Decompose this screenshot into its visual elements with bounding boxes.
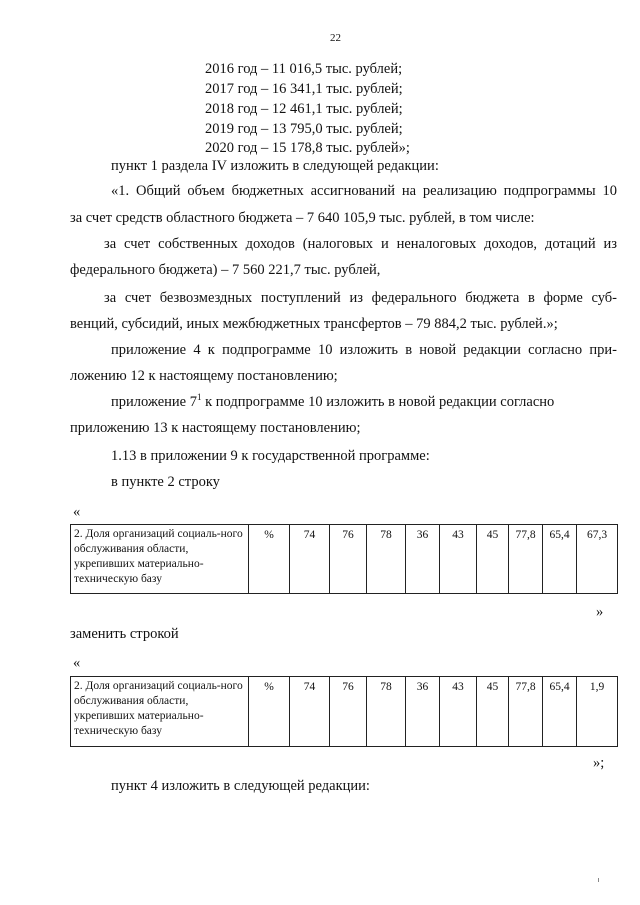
value-cell: 67,3 [577,525,618,594]
value-cell: 45 [477,677,509,747]
table-row [71,525,618,594]
paragraph-federal-line-2: венций, субсидий, иных межбюджетных трансфертов – 79 884,2 тыс. рублей.»; [70,316,558,332]
budget-year-line: 2017 год – 16 341,1 тыс. рублей; [205,81,403,97]
value-cell: 65,4 [543,677,577,747]
open-quote: « [73,504,81,520]
budget-year-line: 2018 год – 12 461,1 тыс. рублей; [205,101,403,117]
value-cell: 77,8 [509,677,543,747]
old-indicator-row-table [70,524,618,594]
table-row [71,677,618,747]
replace-with-row-text: заменить строкой [70,626,179,642]
paragraph-point-4: пункт 4 изложить в следующей редакции: [111,778,370,794]
new-indicator-row-table [70,676,618,747]
appendix-7-text-before: приложение 7 [111,394,197,410]
value-cell: 36 [406,525,440,594]
value-cell: 43 [440,525,477,594]
value-cell: 74 [290,525,330,594]
close-quote: » [596,604,604,620]
appendix-7-superscript: 1 [197,392,202,403]
paragraph-1-13: 1.13 в приложении 9 к государственной программе: [111,448,430,464]
paragraph-point-2: в пункте 2 строку [111,474,220,490]
value-cell: 74 [290,677,330,747]
value-cell: 78 [367,525,406,594]
indicator-label-cell: 2. Доля организаций социаль-ного обслуживания области, укрепивших материально-техническую базу [71,677,249,747]
value-cell: 43 [440,677,477,747]
paragraph-own-income-line-2: федерального бюджета) – 7 560 221,7 тыс. рублей, [70,262,381,278]
page-number: 22 [330,32,341,44]
open-quote: « [73,655,81,671]
paragraph-total-line-2: за счет средств областного бюджета – 7 640 105,9 тыс. рублей, в том числе: [70,210,535,226]
budget-year-line: 2016 год – 11 016,5 тыс. рублей; [205,61,403,77]
paragraph-appendix-7-line-2: приложению 13 к настоящему постановлению; [70,420,361,436]
scan-speck [598,878,599,882]
value-cell: 78 [367,677,406,747]
budget-year-line: 2019 год – 13 795,0 тыс. рублей; [205,121,403,137]
paragraph-appendix-7-line-1 [111,392,554,412]
indicator-label-cell: 2. Доля организаций социаль-ного обслуживания области, укрепивших материально-техническую базу [71,525,249,594]
close-quote: »; [593,755,605,771]
paragraph-total-line-1: «1. Общий объем бюджетных ассигнований на реализацию подпрограммы 10 [111,183,617,199]
paragraph-appendix-4-line-2: ложению 12 к настоящему постановлению; [70,368,338,384]
value-cell: 77,8 [509,525,543,594]
value-cell: 1,9 [577,677,618,747]
paragraph-section-iv: пункт 1 раздела IV изложить в следующей редакции: [111,158,439,174]
paragraph-federal-line-1: за счет безвозмездных поступлений из федерального бюджета в форме суб- [104,290,617,306]
paragraph-appendix-4-line-1: приложение 4 к подпрограмме 10 изложить в новой редакции согласно при- [111,342,617,358]
value-cell: 45 [477,525,509,594]
paragraph-own-income-line-1: за счет собственных доходов (налоговых и неналоговых доходов, дотаций из [104,236,617,252]
value-cell: 76 [330,677,367,747]
value-cell: 76 [330,525,367,594]
unit-cell: % [249,525,290,594]
appendix-7-text-after: к подпрограмме 10 изложить в новой редакции согласно [201,394,555,410]
value-cell: 36 [406,677,440,747]
budget-year-line: 2020 год – 15 178,8 тыс. рублей»; [205,140,410,156]
unit-cell: % [249,677,290,747]
value-cell: 65,4 [543,525,577,594]
